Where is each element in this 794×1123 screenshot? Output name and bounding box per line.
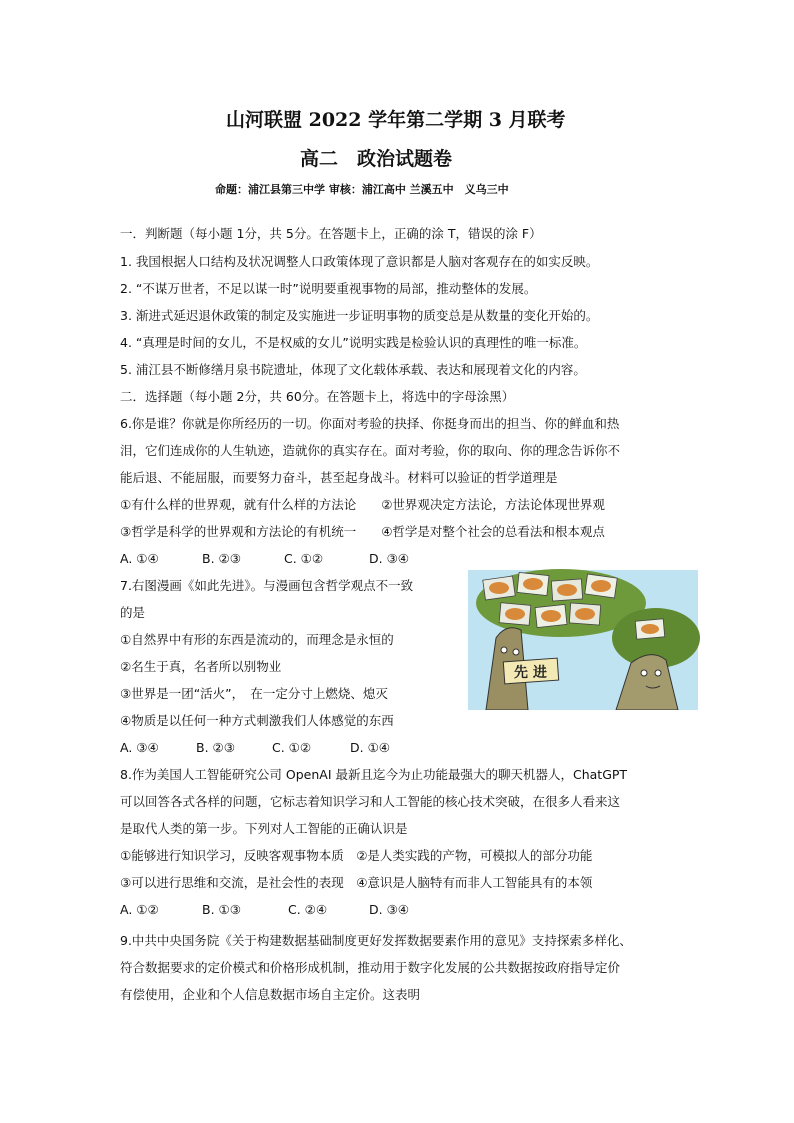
exam-credits: 命题：浦江县第三中学 审核：浦江高中 兰溪五中 义乌三中 [215,183,509,196]
cartoon-image [466,568,700,720]
q7-statement-2: ②名生于真，名者所以别物业 [120,659,282,674]
judge-item-2: 2. “不谋万世者，不足以谋一时”说明要重视事物的局部，推动整体的发展。 [120,281,537,296]
q9-line-2: 符合数据要求的定价模式和价格形成机制，推动用于数字化发展的公共数据按政府指导定价 [120,960,621,975]
q7-line-2: 的是 [120,605,146,620]
q6-option-b: B. ②③ [202,551,241,566]
judge-item-3: 3. 渐进式延迟退休政策的制定及实施进一步证明事物的质变总是从数量的变化开始的。 [120,308,599,323]
q7-option-c: C. ①② [272,740,312,755]
q8-option-b: B. ①③ [202,902,241,917]
exam-title: 山河联盟 2022 学年第二学期 3 月联考 [226,109,566,131]
q6-line-1: 6.你是谁？你就是你所经历的一切。你面对考验的抉择、你挺身而出的担当、你的鲜血和热 [120,416,620,431]
q7-statement-3: ③世界是一团“活火”， 在一定分寸上燃烧、熄灭 [120,686,388,701]
q7-line-1: 7.右图漫画《如此先进》。与漫画包含哲学观点不一致 [120,578,414,593]
q7-option-b: B. ②③ [196,740,235,755]
q8-line-2: 可以回答各式各样的问题，它标志着知识学习和人工智能的核心技术突破，在很多人看来这 [120,794,621,809]
q8-line-1: 8.作为美国人工智能研究公司 OpenAI 最新且迄今为止功能最强大的聊天机器人，ChatGPT [120,767,628,782]
q6-option-d: D. ③④ [369,551,409,566]
q9-line-3: 有偿使用，企业和个人信息数据市场自主定价。这表明 [120,987,421,1002]
q8-option-c: C. ②④ [288,902,328,917]
q6-option-c: C. ①② [284,551,324,566]
section2-heading: 二．选择题（每小题 2分，共 60分。在答题卡上，将选中的字母涂黑） [120,389,515,404]
q8-statement-1: ①能够进行知识学习，反映客观事物本质 ②是人类实践的产物，可模拟人的部分功能 [120,848,593,863]
q6-statement-2: ③哲学是科学的世界观和方法论的有机统一 ④哲学是对整个社会的总看法和根本观点 [120,524,605,539]
judge-item-4: 4. “真理是时间的女儿，不是权威的女儿”说明实践是检验认识的真理性的唯一标准。 [120,335,587,350]
exam-subtitle: 高二 政治试题卷 [300,148,453,170]
q7-statement-4: ④物质是以任何一种方式刺激我们人体感觉的东西 [120,713,394,728]
q7-statement-1: ①自然界中有形的东西是流动的，而理念是永恒的 [120,632,394,647]
q8-option-d: D. ③④ [369,902,409,917]
q8-option-a: A. ①② [120,902,159,917]
q6-line-3: 能后退、不能屈服，而要努力奋斗，甚至起身战斗。材料可以验证的哲学道理是 [120,470,558,485]
q9-line-1: 9.中共中央国务院《关于构建数据基础制度更好发挥数据要素作用的意见》支持探索多样化、 [120,933,632,948]
q6-option-a: A. ①④ [120,551,159,566]
cartoon-sign: 先 进 [514,665,547,681]
q8-line-3: 是取代人类的第一步。下列对人工智能的正确认识是 [120,821,408,836]
q7-option-d: D. ①④ [350,740,390,755]
section1-heading: 一．判断题（每小题 1分，共 5分。在答题卡上，正确的涂 T，错误的涂 F） [120,226,542,241]
q8-statement-2: ③可以进行思维和交流，是社会性的表现 ④意识是人脑特有而非人工智能具有的本领 [120,875,593,890]
judge-item-5: 5. 浦江县不断修缮月泉书院遗址，体现了文化载体承载、表达和展现着文化的内容。 [120,362,586,377]
q7-option-a: A. ③④ [120,740,159,755]
q6-line-2: 泪，它们连成你的人生轨迹，造就你的真实存在。面对考验，你的取向、你的理念告诉你不 [120,443,621,458]
judge-item-1: 1. 我国根据人口结构及状况调整人口政策体现了意识都是人脑对客观存在的如实反映。 [120,254,599,269]
q6-statement-1: ①有什么样的世界观，就有什么样的方法论 ②世界观决定方法论，方法论体现世界观 [120,497,605,512]
